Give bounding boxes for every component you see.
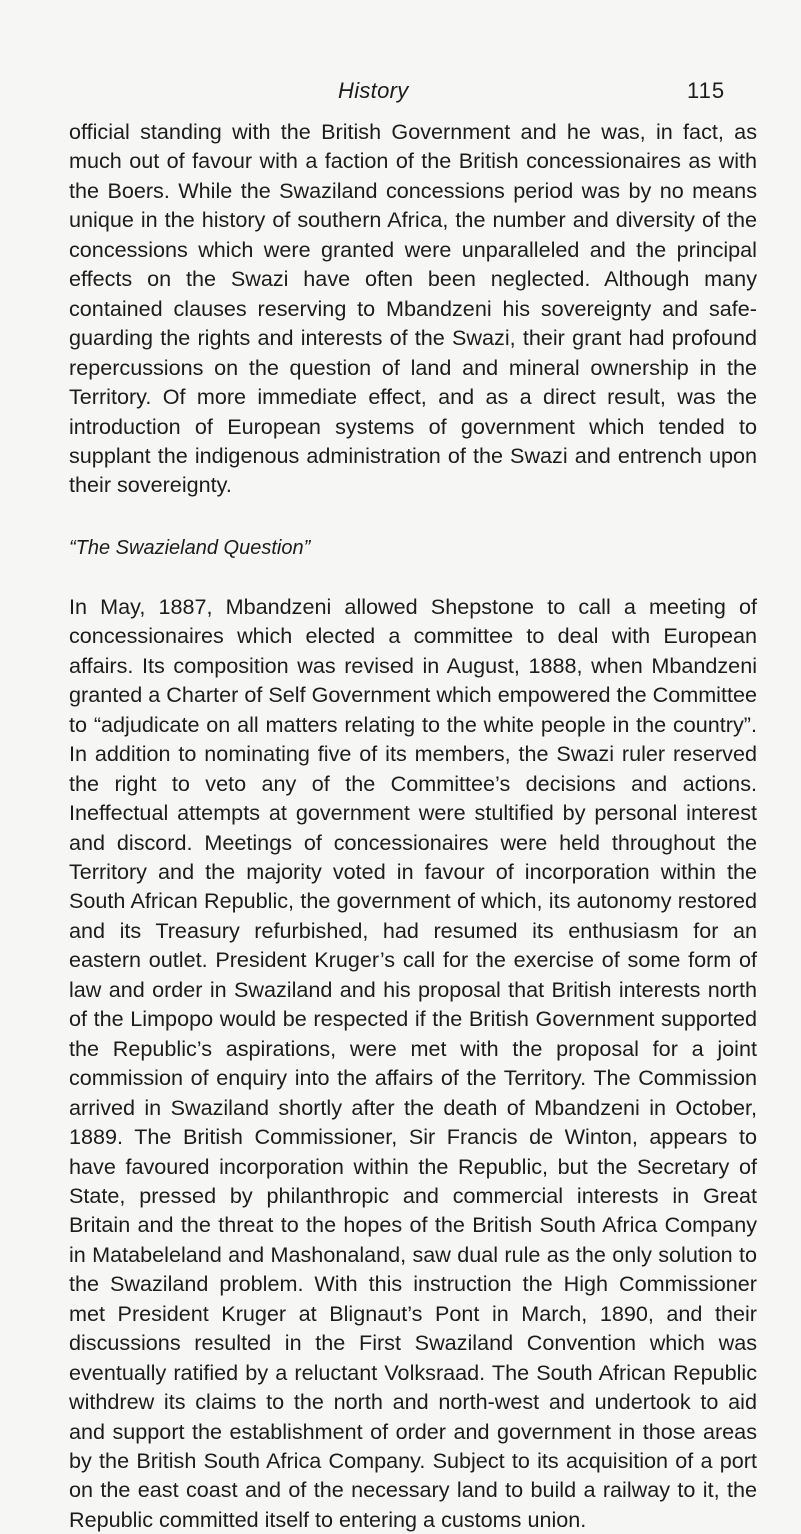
page-number: 115 (687, 78, 726, 103)
paragraph-body: In May, 1887, Mbandzeni allowed Shepstone to call a meeting of concessionaires which elected a committee to deal with European affairs. Its composition was revised in August, 1888, when Mbandzeni granted a Charter of Self Government which empowered the Committee to “adjudicate on all matters relating to the white people in the country”. In addition to nominating five of its members, the Swazi ruler reserved the right to veto any of the Committee’s decisions and actions. Ineffectual attempts at government were stultified by personal interest and discord. Meetings of concessionaires were held throughout the Territory and the majority voted in favour of incorporation within the South African Republic, the government of which, its autonomy restored and its Treasury refurbished, had resumed its enthusiasm for an eastern outlet. President Kruger’s call for the exercise of some form of law and order in Swaziland and his proposal that British interests north of the Limpopo would be respected if the British Government supported the Republic’s aspirations, were met with the proposal for a joint commission of enquiry into the affairs of the Territory. The Commission arrived in Swaziland shortly after the death of Mbandzeni in October, 1889. The British Commissioner, Sir Francis de Winton, appears to have favoured incorporation within the Republic, but the Secretary of State, pressed by philanthropic and commercial interests in Great Britain and the threat to the hopes of the British South Africa Company in Matabeleland and Mashonaland, saw dual rule as the only solution to the Swaziland problem. With this instruction the High Commissioner met President Kruger at Blignaut’s Pont in March, 1890, and their discussions resulted in the First Swaziland Convention which was eventually ratified by a reluctant Volksraad. The South African Republic withdrew its claims to the north and north-west and undertook to aid and support the establishment of order and government in those areas by the British South Africa Company. Subject to its acquisition of a port on the east coast and of the necessary land to build a railway to it, the Republic committed itself to entering a customs union. (69, 593, 757, 1532)
section-heading: “The Swazieland Question” (69, 536, 311, 559)
running-title: History (338, 78, 409, 103)
running-header (0, 78, 801, 108)
main-text (69, 117, 757, 1534)
paragraph-continuation: official standing with the British Government and he was, in fact, as much out of favour with a faction of the British concessionaires as with the Boers. While the Swaziland concessions period was by no means unique in the history of southern Africa, the number and diversity of the concessions which were granted were unparalleled and the principal effects on the Swazi have often been neglected. Although many contained clauses reserving to Mbandzeni his sovereignty and safe-guarding the rights and interests of the Swazi, their grant had profound repercussions on the question of land and mineral ownership in the Territory. Of more immediate effect, and as a direct result, was the introduction of European systems of government which tended to supplant the indigenous administration of the Swazi and entrench upon their sovereignty. (69, 119, 757, 498)
